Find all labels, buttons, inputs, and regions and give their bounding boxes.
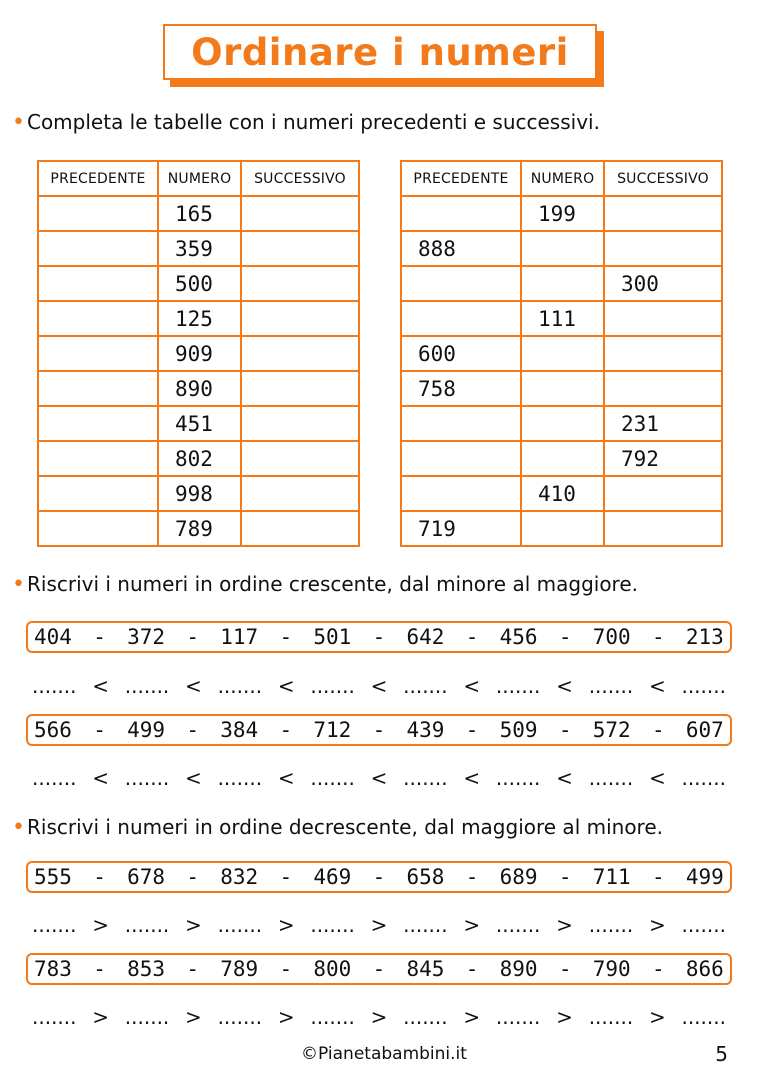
column-header-numero: NUMERO [158,161,241,196]
cell-numero: 890 [158,371,241,406]
comparison-symbol: > [92,1005,110,1029]
cell-numero: 789 [158,511,241,546]
sequence-number: 800 [313,957,352,981]
answer-blank[interactable]: ....... [32,766,77,790]
cell-numero[interactable] [521,511,604,546]
answer-blank[interactable]: ....... [32,913,77,937]
cell-successivo[interactable] [241,441,359,476]
cell-precedente: 758 [401,371,521,406]
comparison-symbol: < [648,766,666,790]
cell-successivo[interactable] [241,476,359,511]
comparison-symbol: > [185,913,202,937]
cell-precedente: 888 [401,231,521,266]
table-left [37,160,360,547]
separator: - [558,625,572,649]
separator: - [651,625,665,649]
column-header-precedente: PRECEDENTE [38,161,158,196]
separator: - [186,957,199,981]
comparison-symbol: > [92,913,110,937]
descending-sequence-2 [26,953,732,985]
sequence-number: 712 [313,718,352,742]
sequence-number: 832 [220,865,259,889]
answer-blank[interactable]: ....... [495,913,541,937]
sequence-number: 499 [685,865,724,889]
cell-precedente[interactable] [401,441,521,476]
comparison-symbol: > [463,1005,481,1029]
cell-numero[interactable] [521,406,604,441]
comparison-symbol: < [648,674,666,698]
sequence-number: 790 [592,957,631,981]
answer-blank[interactable]: ....... [588,674,634,698]
instruction-descending-text: Riscrivi i numeri in ordine decrescente, dal maggiore al minore. [26,815,663,839]
cell-successivo[interactable] [241,196,359,231]
sequence-number: 469 [313,865,352,889]
answer-blank[interactable]: ....... [310,913,355,937]
sequence-number: 658 [406,865,445,889]
table-row [38,336,359,371]
separator: - [465,957,479,981]
comparison-symbol: < [370,766,388,790]
sequence-number: 853 [127,957,166,981]
column-header-numero: NUMERO [521,161,604,196]
table-row [38,371,359,406]
cell-precedente[interactable] [38,231,158,266]
page-number: 5 [715,1042,728,1066]
answer-blank[interactable]: ....... [124,674,170,698]
separator: - [651,865,665,889]
cell-successivo[interactable] [241,511,359,546]
table-row [401,371,722,406]
table-row [38,301,359,336]
sequence-number: 789 [220,957,259,981]
answer-blank[interactable]: ....... [495,766,541,790]
bullet-icon: • [12,572,25,597]
cell-precedente[interactable] [401,301,521,336]
sequence-number: 689 [499,865,538,889]
table-right [400,160,723,547]
answer-blank[interactable]: ....... [32,1005,77,1029]
table-row [401,196,722,231]
answer-blank[interactable]: ....... [310,674,355,698]
answer-blank[interactable]: ....... [403,1005,448,1029]
answer-blank[interactable]: ....... [217,766,263,790]
cell-successivo: 231 [604,406,722,441]
descending-sequence-1 [26,861,732,893]
cell-precedente[interactable] [38,441,158,476]
comparison-symbol: < [92,766,110,790]
sequence-number: 456 [499,625,538,649]
comparison-symbol: > [370,913,388,937]
cell-numero: 410 [521,476,604,511]
answer-blank[interactable]: ....... [495,1005,541,1029]
answer-blank[interactable]: ....... [217,1005,263,1029]
cell-successivo[interactable] [241,266,359,301]
cell-precedente[interactable] [401,266,521,301]
separator: - [279,625,293,649]
cell-successivo[interactable] [241,336,359,371]
table-row [38,196,359,231]
table-row [38,441,359,476]
cell-precedente[interactable] [38,301,158,336]
table-row [401,301,722,336]
page-title [163,24,597,80]
table-row [38,406,359,441]
ascending-sequence-1 [26,621,732,653]
separator: - [651,957,665,981]
cell-successivo[interactable] [241,371,359,406]
comparison-symbol: < [556,674,573,698]
cell-successivo[interactable] [604,231,722,266]
separator: - [372,865,386,889]
separator: - [279,957,293,981]
cell-numero: 359 [158,231,241,266]
cell-successivo[interactable] [604,371,722,406]
instruction-ascending [12,572,638,597]
sequence-number: 213 [685,625,724,649]
cell-numero[interactable] [521,231,604,266]
sequence-number: 566 [34,718,72,742]
comparison-symbol: > [556,913,573,937]
descending-answer-line-2 [32,1005,726,1029]
answer-blank[interactable]: ....... [403,766,448,790]
sequence-number: 117 [220,625,259,649]
cell-successivo[interactable] [241,406,359,441]
cell-precedente: 719 [401,511,521,546]
answer-blank[interactable]: ....... [310,766,355,790]
sequence-number: 384 [220,718,259,742]
comparison-symbol: > [277,1005,295,1029]
answer-blank[interactable]: ....... [588,766,634,790]
sequence-number: 866 [685,957,724,981]
cell-numero: 500 [158,266,241,301]
sequence-number: 572 [592,718,631,742]
cell-precedente[interactable] [401,476,521,511]
instruction-tables [12,110,600,135]
cell-successivo[interactable] [604,336,722,371]
cell-numero: 165 [158,196,241,231]
bullet-icon: • [12,815,25,840]
ascending-answer-line-1 [32,674,726,698]
cell-successivo: 300 [604,266,722,301]
comparison-symbol: < [277,674,295,698]
cell-precedente[interactable] [38,196,158,231]
cell-numero[interactable] [521,371,604,406]
comparison-symbol: < [185,674,202,698]
cell-precedente[interactable] [38,476,158,511]
answer-blank[interactable]: ....... [124,1005,170,1029]
cell-successivo[interactable] [604,196,722,231]
separator: - [93,865,106,889]
cell-precedente[interactable] [401,406,521,441]
ascending-answer-line-2 [32,766,726,790]
cell-numero: 998 [158,476,241,511]
table-row [38,511,359,546]
sequence-number: 642 [406,625,445,649]
answer-blank[interactable]: ....... [124,913,170,937]
table-row [401,231,722,266]
comparison-symbol: < [370,674,388,698]
sequence-number: 404 [34,625,72,649]
comparison-symbol: < [92,674,110,698]
cell-precedente[interactable] [38,371,158,406]
footer-credit: ©Pianetabambini.it [301,1044,467,1064]
answer-blank[interactable]: ....... [124,766,170,790]
separator: - [651,718,665,742]
table-row [401,511,722,546]
answer-blank[interactable]: ....... [681,1005,726,1029]
comparison-symbol: > [277,913,295,937]
sequence-number: 501 [313,625,352,649]
cell-successivo[interactable] [241,231,359,266]
separator: - [558,718,572,742]
page-title-text: Ordinare i numeri [191,30,569,74]
column-header-precedente: PRECEDENTE [401,161,521,196]
table-row [38,266,359,301]
bullet-icon: • [12,110,25,135]
separator: - [186,718,199,742]
instruction-descending [12,815,663,840]
cell-numero: 125 [158,301,241,336]
table-row [38,476,359,511]
separator: - [465,718,479,742]
table-row [401,476,722,511]
comparison-symbol: > [370,1005,388,1029]
answer-blank[interactable]: ....... [681,913,726,937]
comparison-symbol: < [463,674,481,698]
comparison-symbol: < [185,766,202,790]
answer-blank[interactable]: ....... [403,674,448,698]
sequence-number: 499 [127,718,166,742]
cell-precedente[interactable] [401,196,521,231]
cell-numero: 802 [158,441,241,476]
cell-precedente[interactable] [38,266,158,301]
comparison-symbol: < [463,766,481,790]
cell-successivo[interactable] [604,476,722,511]
cell-precedente[interactable] [38,336,158,371]
comparison-symbol: > [185,1005,202,1029]
column-header-successivo: SUCCESSIVO [241,161,359,196]
cell-numero: 199 [521,196,604,231]
separator: - [279,718,293,742]
separator: - [186,865,199,889]
sequence-number: 555 [34,865,72,889]
sequence-number: 372 [127,625,166,649]
separator: - [279,865,293,889]
comparison-symbol: > [648,913,666,937]
answer-blank[interactable]: ....... [681,674,726,698]
comparison-symbol: > [648,1005,666,1029]
table-row [401,406,722,441]
comparison-symbol: < [277,766,295,790]
sequence-number: 890 [499,957,538,981]
separator: - [558,865,572,889]
sequence-number: 678 [127,865,166,889]
instruction-tables-text: Completa le tabelle con i numeri precedenti e successivi. [26,110,600,134]
cell-successivo[interactable] [604,301,722,336]
sequence-number: 845 [406,957,445,981]
separator: - [465,625,479,649]
comparison-symbol: < [556,766,573,790]
ascending-sequence-2 [26,714,732,746]
cell-numero[interactable] [521,266,604,301]
answer-blank[interactable]: ....... [495,674,541,698]
sequence-number: 509 [499,718,538,742]
separator: - [372,625,386,649]
cell-numero[interactable] [521,441,604,476]
answer-blank[interactable]: ....... [310,1005,355,1029]
comparison-symbol: > [463,913,481,937]
table-row [38,231,359,266]
answer-blank[interactable]: ....... [217,913,263,937]
table-header-row [38,161,359,196]
table-row [401,336,722,371]
table-row [401,266,722,301]
descending-answer-line-1 [32,913,726,937]
column-header-successivo: SUCCESSIVO [604,161,722,196]
sequence-number: 700 [592,625,631,649]
cell-numero: 451 [158,406,241,441]
separator: - [93,625,106,649]
sequence-number: 711 [592,865,631,889]
answer-blank[interactable]: ....... [588,1005,634,1029]
separator: - [93,718,106,742]
comparison-symbol: > [556,1005,573,1029]
separator: - [186,625,199,649]
answer-blank[interactable]: ....... [217,674,263,698]
answer-blank[interactable]: ....... [403,913,448,937]
separator: - [93,957,106,981]
cell-successivo[interactable] [604,511,722,546]
separator: - [372,718,386,742]
sequence-number: 607 [685,718,724,742]
instruction-ascending-text: Riscrivi i numeri in ordine crescente, dal minore al maggiore. [26,572,638,596]
cell-numero: 111 [521,301,604,336]
cell-successivo[interactable] [241,301,359,336]
cell-numero: 909 [158,336,241,371]
cell-precedente: 600 [401,336,521,371]
sequence-number: 783 [34,957,72,981]
answer-blank[interactable]: ....... [681,766,726,790]
table-header-row [401,161,722,196]
cell-successivo: 792 [604,441,722,476]
answer-blank[interactable]: ....... [32,674,77,698]
cell-precedente[interactable] [38,406,158,441]
separator: - [372,957,386,981]
separator: - [465,865,479,889]
table-row [401,441,722,476]
answer-blank[interactable]: ....... [588,913,634,937]
cell-precedente[interactable] [38,511,158,546]
sequence-number: 439 [406,718,445,742]
separator: - [558,957,572,981]
cell-numero[interactable] [521,336,604,371]
